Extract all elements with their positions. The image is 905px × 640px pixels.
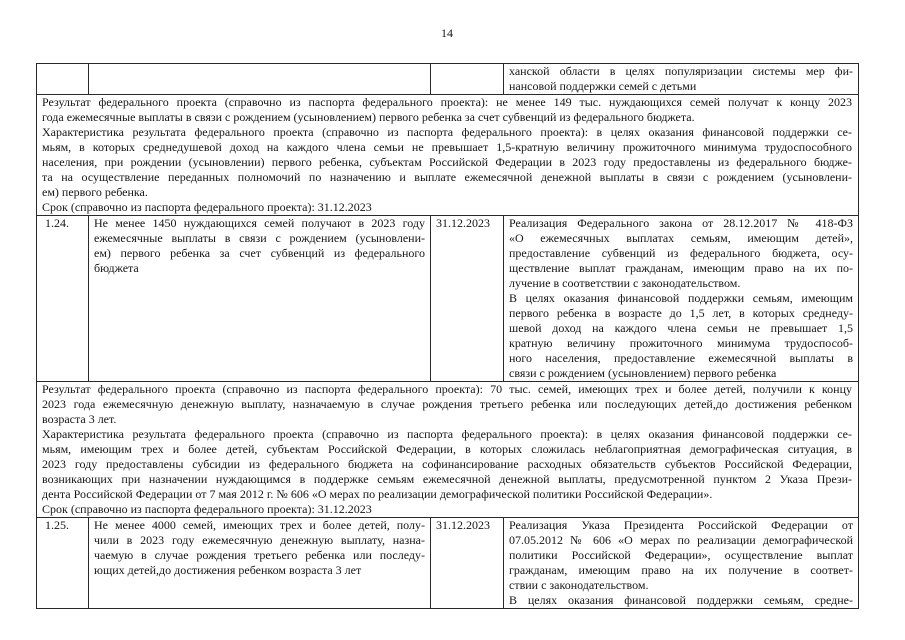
description-cell (89, 216, 431, 382)
text-line: возникающих при назначении нуждающимся в поддержке семьям ежемесячной денежной выплаты, предусмотренной пунктом 2 Указа Прези- (42, 472, 852, 486)
federal-project-result-cell (37, 95, 859, 216)
text-line: Не менее 4000 семей, имеющих трех и более детей, полу- (94, 518, 425, 532)
text-line: бюджета (94, 261, 139, 275)
text-line: Характеристика результата федерального проекта (справочно из паспорта федерального проекта): в целях оказания финансовой поддержки се- (42, 427, 852, 441)
text-line: предоставление субвенций из федерального бюджета, осу- (509, 246, 853, 260)
details-cell (504, 518, 859, 609)
row-number-cell: 1.24. (37, 216, 89, 382)
text-line: возраста 3 лет. (42, 412, 117, 426)
table-row-item (37, 216, 859, 382)
text-line: 2023 году предоставлены субсидии из федерального бюджета на софинансирование расходных обязательств субъектов Российской Федерации, (42, 457, 852, 471)
text-line: Реализация Федерального закона от 28.12.2017 № 418-ФЗ (509, 216, 853, 230)
document-table (36, 63, 859, 609)
federal-project-result-row (37, 95, 859, 216)
details-cell (504, 216, 859, 382)
text-line: Срок (справочно из паспорта федерального проекта): 31.12.2023 (42, 502, 372, 516)
text-line: лучение в соответствии с законодательством. (509, 276, 741, 290)
table-row-item (37, 518, 859, 609)
details-cell (504, 64, 859, 95)
table-row-continuation (37, 64, 859, 95)
text-line: ханской области в целях популяризации системы мер фи- (509, 64, 853, 78)
text-line: связи с рождением (усыновлением) первого ребенка (509, 366, 777, 380)
text-line: ежемесячные выплаты в связи с рождением (усыновлени- (94, 231, 425, 245)
text-line: гражданам, имеющим право на их получение в соответ- (509, 563, 853, 577)
text-line: В целях оказания финансовой поддержки семьям, имеющим (509, 291, 853, 305)
text-line: «О ежемесячных выплатах семьям, имеющим детей», (509, 231, 853, 245)
description-cell (89, 64, 431, 95)
page-number: 14 (441, 26, 453, 40)
text-line: года ежемесячные выплаты в связи с рождением (усыновлением) первого ребенка за счет субвенций из федерального бюджета. (42, 110, 695, 124)
text-line: дента Российской Федерации от 7 мая 2012 г. № 606 «О мерах по реализации демографической политики Российской Федерации». (42, 487, 713, 501)
text-line: Характеристика результата федерального проекта (справочно из паспорта федерального проекта): в целях оказания финансовой поддержки се- (42, 125, 852, 139)
deadline-cell: 31.12.2023 (431, 518, 504, 609)
text-line: мьям, имеющим трех и более детей, субъектам Российской Федерации, в которых сложилась неблагоприятная демографическая ситуация, в (42, 442, 852, 456)
text-line: ствии с законодательством. (509, 578, 649, 592)
deadline-cell (431, 64, 504, 95)
text-line: 2023 года ежемесячную денежную выплату, назначаемую в случае рождения третьего ребенка или последующих детей,до достижения ребенком (42, 397, 852, 411)
text-line: та на осуществление переданных полномочий по назначению и выплате ежемесячной денежной выплаты в связи с рождением (усыновлени- (42, 170, 852, 184)
text-line: ем) первого ребенка. (42, 185, 148, 199)
federal-project-result-row (37, 382, 859, 518)
text-line: В целях оказания финансовой поддержки семьям, средне- (509, 593, 853, 607)
row-number-cell: 1.25. (37, 518, 89, 609)
description-cell (89, 518, 431, 609)
text-line: ем) первого ребенка за счет субвенций из федерального (94, 246, 425, 260)
text-line: Не менее 1450 нуждающихся семей получают в 2023 году (94, 216, 425, 230)
text-line: Срок (справочно из паспорта федерального проекта): 31.12.2023 (42, 200, 372, 214)
text-line: Результат федерального проекта (справочно из паспорта федерального проекта): 70 тыс. семей, имеющих трех и более детей, получили к концу (42, 382, 852, 396)
row-number-cell (37, 64, 89, 95)
text-line: политики Российской Федерации», осуществление выплат (509, 548, 853, 562)
text-line: 07.05.2012 № 606 «О мерах по реализации демографической (509, 533, 853, 547)
text-line: кратную величину прожиточного минимума трудоспособ- (509, 336, 853, 350)
text-line: шевой доход на каждого члена семьи не превышает 1,5 (509, 321, 853, 335)
text-line: ществление выплат гражданам, имеющим право на их по- (509, 261, 853, 275)
text-line: ного населения, предоставление ежемесячной выплаты в (509, 351, 853, 365)
text-line: Результат федерального проекта (справочно из паспорта федерального проекта): не менее 149 тыс. нуждающихся семей получат к концу 2023 (42, 95, 852, 109)
text-line: чили в 2023 году ежемесячную денежную выплату, назна- (94, 533, 425, 547)
text-line: населения, при рождении (усыновлении) первого ребенка, субъектам Российской Федерации в 2023 году предоставлены из федерального бюдже- (42, 155, 852, 169)
deadline-cell: 31.12.2023 (431, 216, 504, 382)
text-line: первого ребенка в возрасте до 1,5 лет, в которых среднеду- (509, 306, 853, 320)
text-line: чаемую в случае рождения третьего ребенка или последу- (94, 548, 425, 562)
text-line: ющих детей,до достижения ребенком возраста 3 лет (94, 563, 362, 577)
federal-project-result-cell (37, 382, 859, 518)
text-line: Реализация Указа Президента Российской Федерации от (509, 518, 853, 532)
text-line: мьям, в которых среднедушевой доход на каждого члена семьи не превышает 1,5-кратную величину прожиточного минимума трудоспособного (42, 140, 852, 154)
text-line: нансовой поддержки семей с детьми (509, 79, 697, 93)
